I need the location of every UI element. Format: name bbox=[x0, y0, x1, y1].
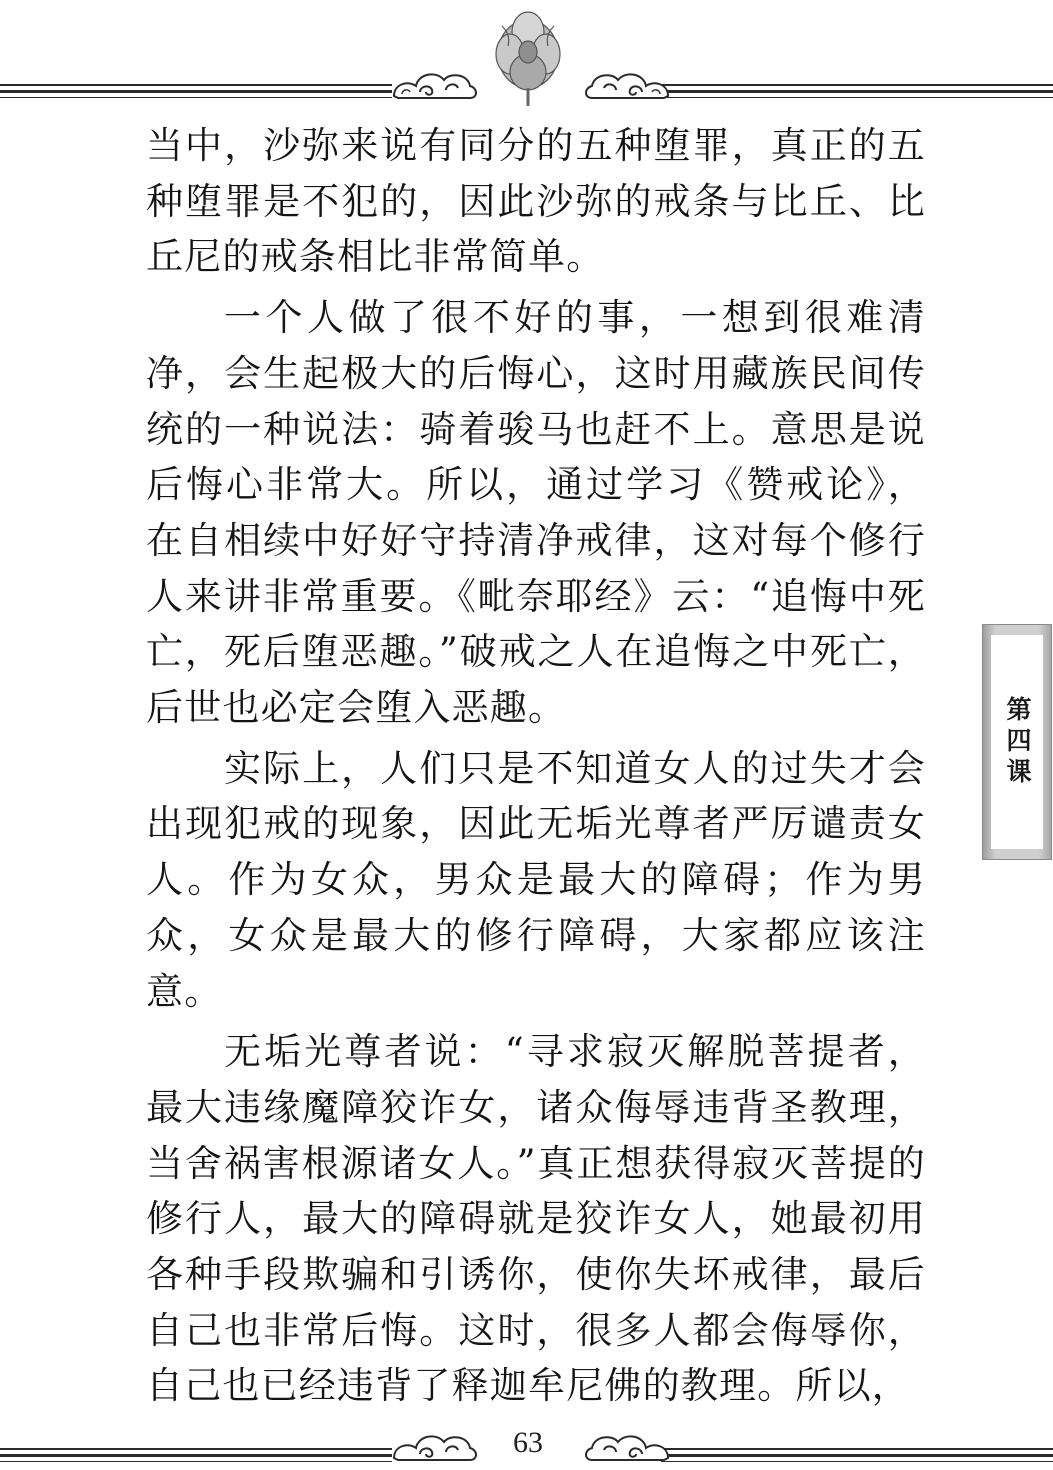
footer-rule bbox=[0, 1461, 392, 1462]
paragraph: 无垢光尊者说：“寻求寂灭解脱菩提者，最大违缘魔障狡诈女，诸众侮辱违背圣教理，当舍祸害根源诸女人。”真正想获得寂灭菩提的修行人，最大的障碍就是狡诈女人，她最初用各种手段欺骗和引诱你，使你失坏戒律，最后自己也非常后悔。这时，很多人都会侮辱你，自己也已经违背了释迦牟尼佛的教理。所以， bbox=[146, 1030, 926, 1408]
cloud-scroll-right-icon bbox=[582, 1428, 672, 1466]
footer-rule bbox=[0, 1454, 392, 1457]
paragraph: 一个人做了很不好的事，一想到很难清净，会生起极大的后悔心，这时用藏族民间传统的一种说法：骑着骏马也赶不上。意思是说后悔心非常大。所以，通过学习《赞戒论》，在自相续中好好守持清净戒律，这对每个修行人来讲非常重要。《毗奈耶经》云：“追悔中死亡，死后堕恶趣。”破戒之人在追悔之中死亡，后世也必定会堕入恶趣。 bbox=[146, 296, 926, 730]
chapter-tab-label: 第四课 bbox=[1003, 695, 1032, 789]
chapter-side-tab-inner bbox=[991, 635, 1043, 849]
footer-rule bbox=[661, 1461, 1053, 1462]
header-rule bbox=[0, 90, 392, 93]
footer-rule bbox=[661, 1454, 1053, 1457]
paragraph: 实际上，人们只是不知道女人的过失才会出现犯戒的现象，因此无垢光尊者严厉谴责女人。作为女众，男众是最大的障碍；作为男众，女众是最大的修行障碍，大家都应该注意。 bbox=[146, 746, 926, 1013]
chapter-side-tab bbox=[982, 624, 1052, 860]
cloud-scroll-left-icon bbox=[390, 1428, 480, 1466]
cloud-scroll-right-icon bbox=[582, 66, 672, 104]
header-rule bbox=[0, 97, 392, 98]
header-rule bbox=[661, 97, 1053, 98]
footer-rule bbox=[0, 1448, 392, 1450]
paragraph: 当中，沙弥来说有同分的五种堕罪，真正的五种堕罪是不犯的，因此沙弥的戒条与比丘、比丘尼的戒条相比非常简单。 bbox=[146, 124, 926, 279]
header-rule bbox=[661, 90, 1053, 93]
page-number: 63 bbox=[513, 1426, 543, 1459]
header-rule bbox=[661, 84, 1053, 86]
body-text bbox=[146, 118, 926, 1419]
header-rule bbox=[0, 84, 392, 86]
footer-rule bbox=[661, 1448, 1053, 1450]
cloud-scroll-left-icon bbox=[390, 66, 480, 104]
lotus-flower-icon bbox=[488, 2, 568, 108]
